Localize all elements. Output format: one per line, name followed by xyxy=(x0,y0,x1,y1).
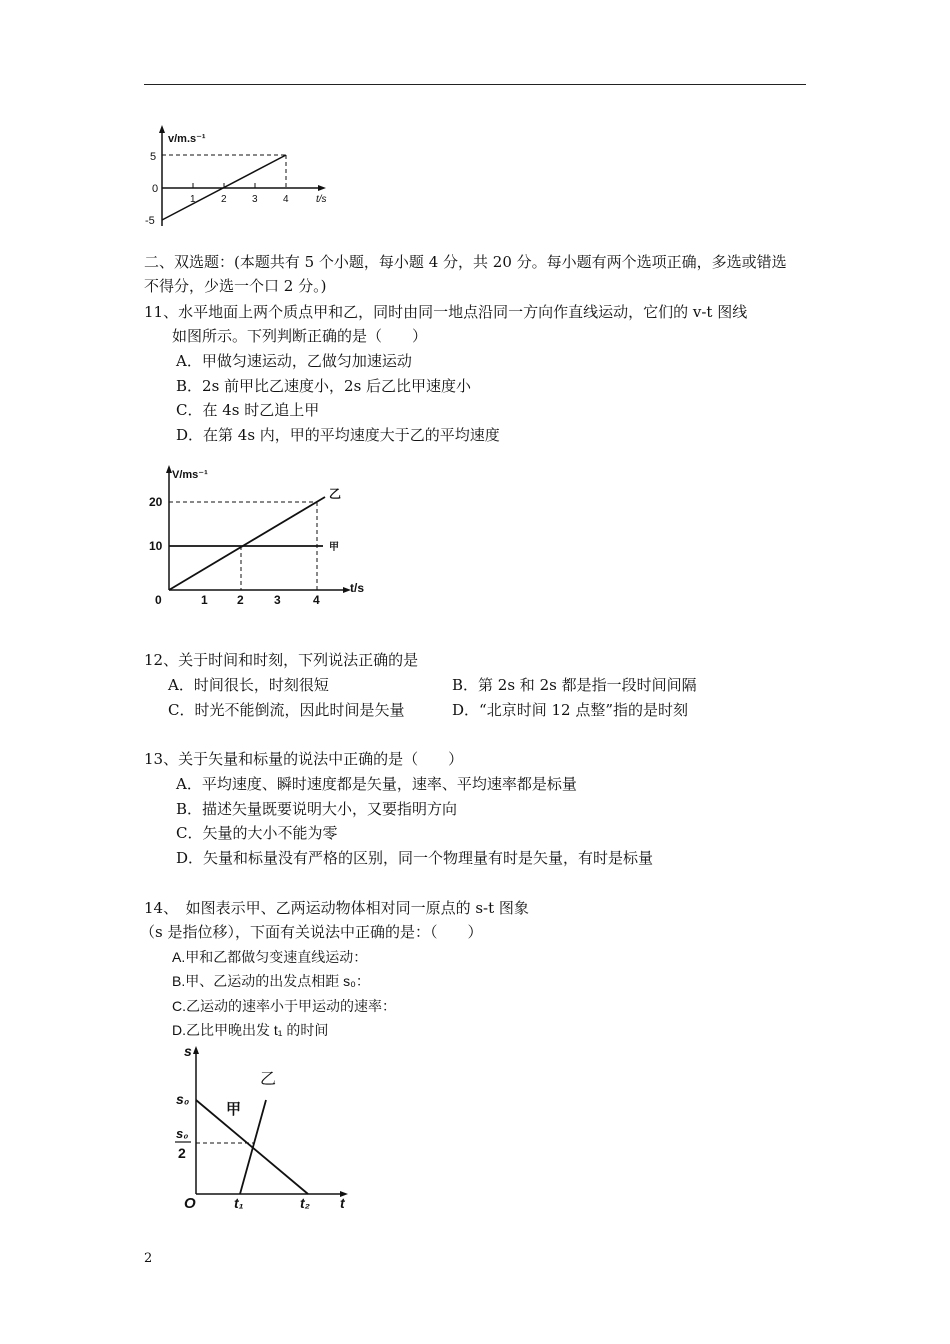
section-2-heading: 二、双选题：(本题共有 5 个小题，每小题 4 分，共 20 分。每小题有两个选项正确，多选或错选 xyxy=(144,253,787,271)
q13-option-a: A．平均速度、瞬时速度都是矢量，速率、平均速率都是标量 xyxy=(176,775,577,793)
q14-option-a: A.甲和乙都做匀变速直线运动： xyxy=(172,949,368,965)
fig2-y20: 20 xyxy=(149,495,163,509)
fig2-label-jia: 甲 xyxy=(329,542,339,553)
figure-3-st-graph xyxy=(170,1042,360,1217)
fig2-xtick: 1 xyxy=(201,593,208,607)
q13-stem: 13、关于矢量和标量的说法中正确的是（ ） xyxy=(144,750,464,768)
line-jia xyxy=(196,1100,308,1194)
fig1-y-top: 5 xyxy=(150,151,157,163)
q11-option-b: B．2s 前甲比乙速度小，2s 后乙比甲速度小 xyxy=(176,377,472,395)
fig2-label-yi: 乙 xyxy=(329,487,342,501)
fig2-xtick: 4 xyxy=(313,593,320,607)
q13-option-c: C．矢量的大小不能为零 xyxy=(176,824,338,842)
q14-option-d: D.乙比甲晚出发 t₁ 的时间 xyxy=(172,1022,329,1038)
q11-option-a: A．甲做匀速运动，乙做匀加速运动 xyxy=(176,352,412,370)
fig2-xlabel: t/s xyxy=(350,581,365,595)
q13-option-b: B．描述矢量既要说明大小，又要指明方向 xyxy=(176,800,458,818)
q11-stem: 11、水平地面上两个质点甲和乙，同时由同一地点沿同一方向作直线运动，它们的 v-t 图线 xyxy=(144,303,748,321)
fig1-xtick: 3 xyxy=(252,194,258,205)
fig2-ylabel: V/ms⁻¹ xyxy=(172,469,208,481)
figure-2-vt-graph xyxy=(145,462,375,612)
q14-option-c: C.乙运动的速率小于甲运动的速率： xyxy=(172,998,396,1014)
fig3-half-denominator: 2 xyxy=(178,1145,186,1161)
fig2-xtick: 3 xyxy=(274,593,281,607)
line-yi xyxy=(169,497,325,590)
fig1-xtick: 2 xyxy=(221,194,227,205)
q12-stem: 12、关于时间和时刻，下列说法正确的是 xyxy=(144,651,419,669)
q11-option-d: D．在第 4s 内，甲的平均速度大于乙的平均速度 xyxy=(176,426,500,444)
fig2-xtick: 2 xyxy=(237,593,244,607)
q12-option-c: C．时光不能倒流，因此时间是矢量 xyxy=(168,701,405,719)
fig3-origin: O xyxy=(184,1195,196,1212)
fig3-t1-label: t₁ xyxy=(234,1195,244,1211)
fig1-xlabel: t/s xyxy=(316,194,327,205)
fig2-origin: 0 xyxy=(155,593,162,607)
section-2-heading-cont: 不得分，少选一个口 2 分。) xyxy=(144,277,327,295)
fig3-label-yi: 乙 xyxy=(260,1071,277,1088)
fig1-y-zero: 0 xyxy=(152,183,159,195)
fig3-t2-label: t₂ xyxy=(300,1195,311,1211)
fig1-xtick: 4 xyxy=(283,194,289,205)
q12-option-a: A．时间很长，时刻很短 xyxy=(168,676,329,694)
q14-option-b: B.甲、乙运动的出发点相距 s₀： xyxy=(172,973,370,989)
fig3-s-label: s xyxy=(184,1043,192,1059)
fig3-s0-label: s₀ xyxy=(176,1091,190,1107)
q11-option-c: C．在 4s 时乙追上甲 xyxy=(176,401,320,419)
q12-option-d: D．“北京时间 12 点整”指的是时刻 xyxy=(452,701,688,719)
fig1-ylabel: v/m.s⁻¹ xyxy=(168,133,206,145)
q13-option-d: D．矢量和标量没有严格的区别，同一个物理量有时是矢量，有时是标量 xyxy=(176,849,654,867)
header-rule xyxy=(144,84,806,85)
fig1-y-bottom: -5 xyxy=(145,215,155,227)
fig1-xtick: 1 xyxy=(190,194,196,205)
figure-1-vt-graph xyxy=(140,122,340,232)
fig3-t-label: t xyxy=(340,1195,345,1211)
q14-stem: 14、 如图表示甲、乙两运动物体相对同一原点的 s-t 图象 xyxy=(144,899,529,917)
fig3-half-numerator: s₀ xyxy=(176,1126,189,1141)
q11-stem-cont: 如图所示。下列判断正确的是（ ） xyxy=(172,327,428,345)
fig2-y10: 10 xyxy=(149,539,163,553)
q12-option-b: B．第 2s 和 2s 都是指一段时间间隔 xyxy=(452,676,697,694)
line-yi xyxy=(240,1100,266,1194)
q14-stem-cont: （s 是指位移），下面有关说法中正确的是：（ ） xyxy=(140,923,483,941)
page-number: 2 xyxy=(144,1251,153,1266)
fig3-label-jia: 甲 xyxy=(226,1101,242,1118)
